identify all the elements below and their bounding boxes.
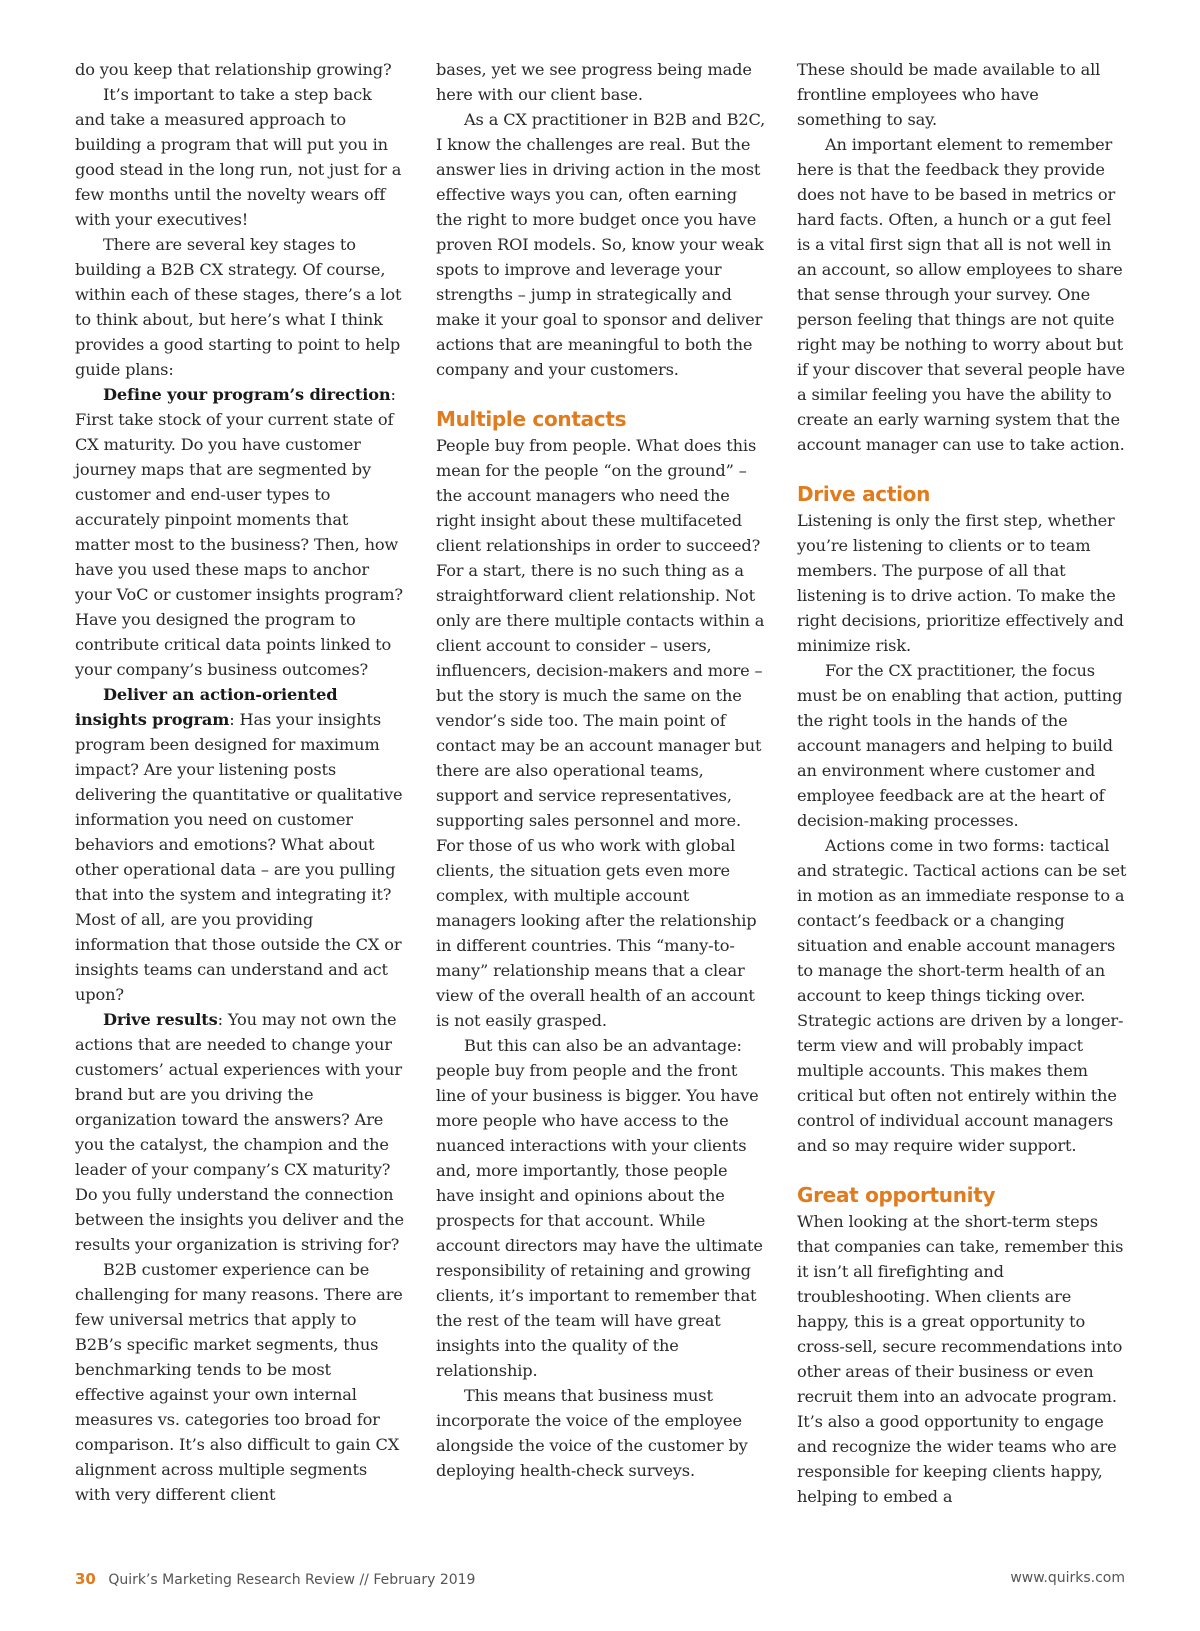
paragraph-text: do you keep that relationship growing? xyxy=(75,60,392,79)
paragraph xyxy=(797,1209,1127,1509)
paragraph xyxy=(75,682,405,1007)
section-heading: Great opportunity xyxy=(797,1183,996,1207)
section-heading: Drive action xyxy=(797,482,931,506)
paragraph-lead-in: Deliver an action-oriented insights program xyxy=(75,685,338,729)
paragraph xyxy=(436,1033,766,1383)
paragraph-text: These should be made available to all frontline employees who have something to say. xyxy=(797,60,1101,129)
paragraph-text: : First take stock of your current state of CX maturity. Do you have customer journey maps that are segmented by customer and end-user types to accurately pinpoint moments that matter most to the business? Then, how have you used these maps to anchor your VoC or customer insights program? Have you designed the program to contribute critical data points linked to your company’s business outcomes? xyxy=(75,385,403,679)
paragraph-text: An important element to remember here is that the feedback they provide does not have to be based in metrics or hard facts. Often, a hunch or a gut feel is a vital first sign that all is not well in an account, so allow employees to share that sense through your survey. One person feeling that things are not quite right may be nothing to worry about but if your discover that several people have a similar feeling you have the ability to create an early warning system that the account manager can use to take action. xyxy=(797,135,1125,454)
section-heading: Multiple contacts xyxy=(436,407,627,431)
paragraph xyxy=(797,833,1127,1158)
paragraph xyxy=(75,1007,405,1257)
paragraph-text: bases, yet we see progress being made here with our client base. xyxy=(436,60,752,104)
paragraph-text: Actions come in two forms: tactical and strategic. Tactical actions can be set in motion as an immediate response to a contact’s feedback or a changing situation and enable account managers to manage the short-term health of an account to keep things ticking over. Strategic actions are driven by a longer-term view and will probably impact multiple accounts. This makes them critical but often not entirely within the control of individual account managers and so may require wider support. xyxy=(797,836,1127,1155)
page-footer xyxy=(75,1570,1125,1594)
paragraph-text: When looking at the short-term steps that companies can take, remember this it isn’t all firefighting and troubleshooting. When clients are happy, this is a great opportunity to cross-sell, secure recommendations into other areas of their business or even recruit them into an advocate program. It’s also a good opportunity to engage and recognize the wider teams who are responsible for keeping clients happy, helping to embed a xyxy=(797,1212,1124,1506)
column-3 xyxy=(797,57,1127,1509)
paragraph xyxy=(436,107,766,382)
paragraph-text: As a CX practitioner in B2B and B2C, I know the challenges are real. But the answer lies in driving action in the most effective ways you can, often earning the right to more budget once you have proven ROI models. So, know your weak spots to improve and leverage your strengths – jump in strategically and make it your goal to sponsor and deliver actions that are meaningful to both the company and your customers. xyxy=(436,110,766,379)
paragraph-text: : Has your insights program been designed for maximum impact? Are your listening posts delivering the quantitative or qualitative information you need on customer behaviors and emotions? What about other operational data – are you pulling that into the system and integrating it? Most of all, are you providing information that those outside the CX or insights teams can understand and act upon? xyxy=(75,710,403,1004)
paragraph xyxy=(797,57,1127,132)
paragraph xyxy=(75,82,405,232)
page-number: 30 xyxy=(75,1570,96,1588)
publication-line: Quirk’s Marketing Research Review // February 2019 xyxy=(108,1572,476,1588)
website-link[interactable]: www.quirks.com xyxy=(1010,1570,1125,1586)
paragraph-text: B2B customer experience can be challenging for many reasons. There are few universal metrics that apply to B2B’s specific market segments, thus benchmarking tends to be most effective against your own internal measures vs. categories too broad for comparison. It’s also difficult to gain CX alignment across multiple segments with very different client xyxy=(75,1260,403,1504)
paragraph xyxy=(797,508,1127,658)
paragraph xyxy=(797,658,1127,833)
paragraph xyxy=(436,1383,766,1483)
paragraph-text: Listening is only the first step, whether you’re listening to clients or to team members. The purpose of all that listening is to drive action. To make the right decisions, prioritize effectively and minimize risk. xyxy=(797,511,1124,655)
paragraph xyxy=(75,1257,405,1507)
column-2 xyxy=(436,57,766,1483)
paragraph xyxy=(75,382,405,682)
column-1 xyxy=(75,57,405,1507)
paragraph-text: People buy from people. What does this mean for the people “on the ground” – the account managers who need the right insight about these multifaceted client relationships in order to succeed? For a start, there is no such thing as a straightforward client relationship. Not only are there multiple contacts within a client account to consider – users, influencers, decision-makers and more – but the story is much the same on the vendor’s side too. The main point of contact may be an account manager but there are also operational teams, support and service representatives, supporting sales personnel and more. For those of us who work with global clients, the situation gets even more complex, with multiple account managers looking after the relationship in different countries. This “many-to-many” relationship means that a clear view of the overall health of an account is not easily grasped. xyxy=(436,436,765,1030)
paragraph xyxy=(436,433,766,1033)
paragraph-text: It’s important to take a step back and take a measured approach to building a program that will put you in good stead in the long run, not just for a few months until the novelty wears off with your executives! xyxy=(75,85,402,229)
paragraph-lead-in: Define your program’s direction xyxy=(103,385,391,404)
paragraph xyxy=(75,57,405,82)
paragraph-text: : You may not own the actions that are needed to change your customers’ actual experiences with your brand but are you driving the organization toward the answers? Are you the catalyst, the champion and the leader of your company’s CX maturity? Do you fully understand the connection between the insights you deliver and the results your organization is striving for? xyxy=(75,1010,404,1254)
paragraph-text: For the CX practitioner, the focus must be on enabling that action, putting the right tools in the hands of the account managers and helping to build an environment where customer and employee feedback are at the heart of decision-making processes. xyxy=(797,661,1123,830)
paragraph-text: There are several key stages to building a B2B CX strategy. Of course, within each of these stages, there’s a lot to think about, but here’s what I think provides a good starting to point to help guide plans: xyxy=(75,235,402,379)
paragraph xyxy=(75,232,405,382)
paragraph xyxy=(797,132,1127,457)
paragraph xyxy=(436,57,766,107)
paragraph-text: This means that business must incorporate the voice of the employee alongside the voice of the customer by deploying health-check surveys. xyxy=(436,1386,748,1480)
paragraph-lead-in: Drive results xyxy=(103,1010,218,1029)
paragraph-text: But this can also be an advantage: people buy from people and the front line of your business is bigger. You have more people who have access to the nuanced interactions with your clients and, more importantly, those people have insight and opinions about the prospects for that account. While account directors may have the ultimate responsibility of retaining and growing clients, it’s important to remember that the rest of the team will have great insights into the quality of the relationship. xyxy=(436,1036,763,1380)
